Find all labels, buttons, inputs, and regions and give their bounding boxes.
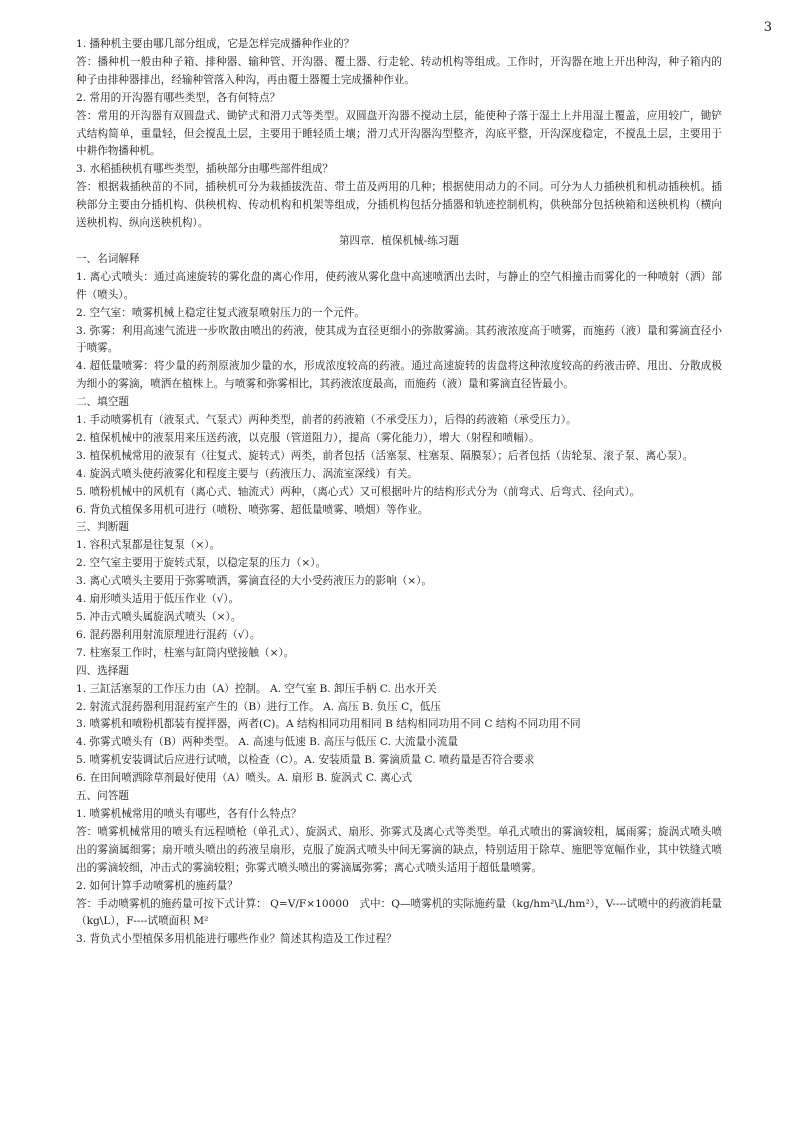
section-heading: 二、填空题 bbox=[76, 396, 129, 409]
definition-item: 3. 弥雾：利用高速气流进一步吹散由喷出的药液，使其成为直径更细小的弥散雾滴。其药液浓度高于喷雾，而施药（液）量和雾滴直径小于喷雾。 bbox=[76, 324, 722, 355]
answer-paragraph: 答：播种机一般由种子箱、排种器、输种管、开沟器、覆土器、行走轮、转动机构等组成。工作时，开沟器在地上开出种沟，种子箱内的种子由排种器排出，经输种管落入种沟，再由覆土器覆土完成播种作业。 bbox=[76, 55, 722, 86]
judgement-item: 3. 离心式喷头主要用于弥雾喷洒，雾滴直径的大小受药液压力的影响（×）。 bbox=[76, 575, 433, 588]
page-number: 3 bbox=[763, 20, 772, 35]
choice-item: 5. 喷雾机安装调试后应进行试喷，以检查（C）。A. 安装质量 B. 雾滴质量 C. 喷药量是否符合要求 bbox=[76, 754, 535, 767]
chapter-title: 第四章．植保机械-练习题 bbox=[338, 234, 460, 247]
choice-item: 3. 喷雾机和喷粉机都装有搅拌器，两者(C)。A 结构相同功用相同 B 结构相同功用不同 C 结构不同功用不同 bbox=[76, 718, 581, 731]
answer-paragraph: 答：手动喷雾机的施药量可按下式计算： Q=V/F×10000 式中：Q—喷雾机的实际施药量（kg/hm²\L/hm²），V----试喷中的药液消耗量（kg\L），F----试喷面积 M² bbox=[76, 897, 722, 928]
answer-paragraph: 答：常用的开沟器有双圆盘式、锄铲式和滑刀式等类型。双圆盘开沟器不搅动土层，能使种子落于湿土上并用湿土覆盖，应用较广，锄铲式结构简单，重量轻，但会搅乱土层，主要用于睡轻质土壤；滑刀式开沟器沟型整齐，沟底平整，开沟深度稳定，不搅乱土层，主要用于中耕作物播种机。 bbox=[76, 109, 722, 158]
judgement-item: 2. 空气室主要用于旋转式泵，以稳定泵的压力（×）。 bbox=[76, 557, 327, 570]
fill-blank-item: 5. 喷粉机械中的风机有（离心式、轴流式）两种，（离心式）又可根据叶片的结构形式分为（前弯式、后弯式、径向式）。 bbox=[76, 485, 641, 498]
choice-item: 6. 在田间喷洒除草剂最好使用（A）喷头。A. 扇形 B. 旋涡式 C. 离心式 bbox=[76, 772, 413, 785]
fill-blank-item: 1. 手动喷雾机有（液泵式、气泵式）两种类型，前者的药液箱（不承受压力），后得的药液箱（承受压力）。 bbox=[76, 414, 577, 427]
question-line: 1. 播种机主要由哪几部分组成，它是怎样完成播种作业的？ bbox=[76, 38, 355, 50]
question-line: 1. 喷雾机械常用的喷头有哪些，各有什么特点？ bbox=[76, 807, 302, 820]
document-body bbox=[76, 36, 722, 949]
definition-item: 1. 离心式喷头：通过高速旋转的雾化盘的离心作用，使药液从雾化盘中高速喷洒出去时，与静止的空气相撞击而雾化的一种喷射（洒）部件（喷头）。 bbox=[76, 270, 722, 301]
judgement-item: 5. 冲击式喷头属旋涡式喷头（×）。 bbox=[76, 611, 242, 623]
judgement-item: 6. 混药器利用射流原理进行混药（√）。 bbox=[76, 628, 261, 641]
question-line: 3. 背负式小型植保多用机能进行哪些作业？简述其构造及工作过程？ bbox=[76, 933, 397, 946]
judgement-item: 1. 容积式泵都是往复泵（×）。 bbox=[76, 539, 221, 552]
choice-item: 2. 射流式混药器利用混药室产生的（B）进行工作。 A. 高压 B. 负压 C，低压 bbox=[76, 700, 441, 713]
definition-item: 2. 空气室：喷雾机械上稳定往复式液泵喷射压力的一个元件。 bbox=[76, 306, 365, 319]
definition-item: 4. 超低量喷雾：将少量的药剂原液加少量的水，形成浓度较高的药液。通过高速旋转的齿盘将这种浓度较高的药液击碎、甩出、分散成极为细小的雾滴，喷洒在植株上。与喷雾和弥雾相比，其药液浓度最高，而施药（液）量和雾滴直径皆最小。 bbox=[76, 360, 722, 391]
fill-blank-item: 3. 植保机械常用的液泵有（往复式、旋转式）两类，前者包括（活塞泵、柱塞泵、隔膜泵）；后者包括（齿轮泵、滚子泵、离心泵）。 bbox=[76, 449, 694, 462]
judgement-item: 7. 柱塞泵工作时，柱塞与缸筒内壁接触（×）。 bbox=[76, 646, 295, 659]
answer-paragraph: 答：喷雾机械常用的喷头有远程喷枪（单孔式）、旋涡式、扇形、弥雾式及离心式等类型。单孔式喷出的雾滴较粗，属雨雾；旋涡式喷头喷出的雾滴属细雾；扇开喷头喷出的药液呈扇形，克服了旋涡式喷头中间无雾滴的缺点，特别适用于除草、施肥等宽幅作业，其中铁缝式喷出的雾滴较细，冲击式的雾滴较粗；弥雾式喷头喷出的雾滴属弥雾；离心式喷头适用于超低量喷雾。 bbox=[76, 825, 722, 874]
fill-blank-item: 4. 旋涡式喷头使药液雾化和程度主要与（药液压力、涡流室深线）有关。 bbox=[76, 467, 418, 480]
section-heading: 三、判断题 bbox=[76, 521, 129, 534]
judgement-item: 4. 扇形喷头适用于低压作业（√）。 bbox=[76, 593, 240, 606]
section-heading: 五、问答题 bbox=[76, 790, 129, 803]
section-heading: 四、选择题 bbox=[76, 664, 129, 677]
fill-blank-item: 2. 植保机械中的液泵用来压送药液，以克服（管道阻力），提高（雾化能力），增大（射程和喷幅）。 bbox=[76, 431, 540, 444]
section-heading: 一、名词解释 bbox=[76, 252, 140, 265]
choice-item: 1. 三缸活塞泵的工作压力由（A）控制。 A. 空气室 B. 卸压手柄 C. 出水开关 bbox=[76, 682, 437, 695]
question-line: 2. 如何计算手动喷雾机的施药量？ bbox=[76, 879, 238, 892]
fill-blank-item: 6. 背负式植保多用机可进行（喷粉、喷弥雾、超低量喷雾、喷烟）等作业。 bbox=[76, 503, 429, 516]
answer-paragraph: 答：根据栽插秧苗的不同，插秧机可分为栽插拔洗苗、带土苗及两用的几种；根据使用动力的不同。可分为人力插秧机和机动插秧机。插秧部分主要由分插机构、供秧机构、传动机构和机架等组成，分插机构包括分插器和轨迹控制机构，供秧部分包括秧箱和送秧机构（横向送秧机构、纵向送秧机构）。 bbox=[76, 181, 722, 230]
question-line: 3. 水稻插秧机有哪些类型，插秧部分由哪些部件组成？ bbox=[76, 163, 334, 176]
question-line: 2. 常用的开沟器有哪些类型，各有何特点？ bbox=[76, 91, 281, 104]
choice-item: 4. 弥雾式喷头有（B）两种类型。 A. 高速与低速 B. 高压与低压 C. 大流量小流量 bbox=[76, 736, 458, 749]
